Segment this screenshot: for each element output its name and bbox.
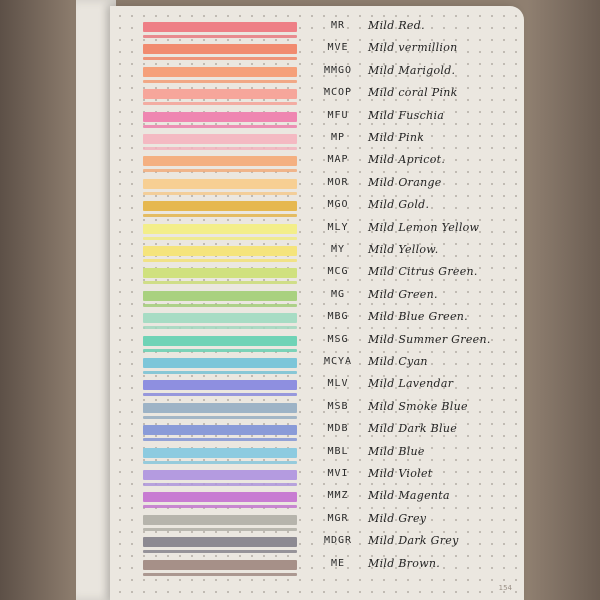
color-underline (143, 528, 297, 531)
color-code: MR (330, 20, 346, 31)
color-underline (143, 192, 297, 195)
swatch-row (110, 152, 524, 174)
color-name: Mild Magenta (368, 489, 450, 503)
color-swatch (143, 89, 297, 99)
color-code: MSG (327, 333, 349, 345)
color-underline (143, 125, 297, 128)
color-underline (143, 550, 297, 553)
color-name: Mild Lemon Yellow (368, 220, 480, 234)
color-swatch (143, 336, 297, 346)
color-underline (143, 259, 297, 262)
color-code: MVI (327, 468, 349, 479)
color-underline (143, 438, 297, 441)
swatch-row (110, 556, 524, 578)
color-swatch (143, 403, 297, 413)
color-underline (143, 169, 297, 172)
color-code: MMZ (327, 490, 349, 502)
swatch-row (110, 354, 524, 376)
color-name: Mild Citrus Green. (368, 265, 478, 279)
color-underline (143, 416, 297, 419)
color-underline (143, 237, 297, 240)
color-name: Mild Apricot. (368, 153, 446, 167)
color-underline (143, 505, 297, 508)
color-code: MDB (327, 423, 349, 435)
color-swatch (143, 44, 297, 54)
color-name: Mild Violet (368, 467, 433, 480)
color-swatch (143, 224, 297, 234)
color-underline (143, 461, 297, 464)
color-name: Mild Dark Grey (368, 534, 459, 548)
color-swatch (143, 134, 297, 144)
color-swatch (143, 201, 297, 211)
color-swatch (143, 156, 297, 166)
color-swatch (143, 291, 297, 301)
color-underline (143, 483, 297, 486)
color-swatch (143, 67, 297, 77)
swatch-row (110, 108, 524, 130)
color-name: Mild coral Pink (368, 86, 458, 100)
color-code: MMGO (323, 64, 353, 76)
color-name: Mild Orange (368, 175, 442, 189)
color-swatch (143, 112, 297, 122)
notebook-page (110, 6, 524, 600)
color-underline (143, 35, 297, 38)
color-swatch (143, 470, 297, 480)
color-swatch (143, 246, 297, 256)
swatch-row (110, 287, 524, 309)
color-underline (143, 80, 297, 83)
color-code: MP (330, 132, 346, 143)
swatch-row (110, 18, 524, 40)
color-underline (143, 102, 297, 105)
color-code: MCOP (323, 87, 353, 99)
color-swatch (143, 448, 297, 458)
color-name: Mild Summer Green. (368, 332, 491, 346)
color-underline (143, 326, 297, 329)
color-underline (143, 57, 297, 60)
color-code: MVE (327, 42, 349, 54)
color-underline (143, 214, 297, 217)
color-swatch (143, 537, 297, 547)
color-underline (143, 349, 297, 352)
color-name: Mild Blue Green. (368, 310, 468, 324)
color-name: Mild Green. (368, 287, 438, 301)
color-swatch (143, 560, 297, 570)
swatch-row (110, 63, 524, 85)
color-name: Mild vermillion (368, 41, 458, 55)
color-code: MGO (327, 199, 349, 211)
color-swatch (143, 358, 297, 368)
color-name: Mild Blue (368, 444, 425, 458)
swatch-row (110, 533, 524, 555)
color-underline (143, 573, 297, 576)
color-swatch (143, 425, 297, 435)
swatch-row (110, 376, 524, 398)
color-swatch (143, 179, 297, 189)
swatch-row (110, 511, 524, 533)
color-code: MG (330, 288, 346, 300)
color-name: Mild Pink (368, 131, 425, 144)
color-name: Mild Red. (368, 19, 425, 32)
color-underline (143, 371, 297, 374)
color-swatch (143, 313, 297, 323)
color-name: Mild Dark Blue (368, 422, 458, 436)
swatch-row (110, 309, 524, 331)
swatch-row (110, 40, 524, 62)
color-code: MLV (327, 378, 349, 390)
color-underline (143, 147, 297, 150)
color-name: Mild Cyan (368, 355, 428, 368)
color-code: MAP (327, 154, 349, 166)
swatch-row (110, 421, 524, 443)
color-swatch (143, 492, 297, 502)
swatch-row (110, 399, 524, 421)
color-code: MLY (327, 221, 349, 233)
swatch-list (110, 6, 524, 600)
color-name: Mild Yellow. (368, 243, 439, 256)
color-code: MBL (327, 445, 349, 457)
color-swatch (143, 380, 297, 390)
swatch-row (110, 242, 524, 264)
color-underline (143, 304, 297, 307)
color-code: MCYA (323, 356, 353, 367)
swatch-row (110, 85, 524, 107)
color-name: Mild Fuschia (368, 108, 445, 122)
swatch-row (110, 332, 524, 354)
color-code: MY (330, 244, 346, 255)
swatch-row (110, 466, 524, 488)
swatch-row (110, 444, 524, 466)
color-code: MOR (327, 176, 349, 188)
swatch-row (110, 175, 524, 197)
color-swatch (143, 268, 297, 278)
color-name: Mild Marigold. (368, 63, 456, 77)
color-code: MFU (327, 109, 349, 121)
swatch-row (110, 220, 524, 242)
color-name: Mild Gold. (368, 198, 430, 212)
color-code: MSB (327, 400, 349, 412)
color-name: Mild Lavendar (368, 377, 454, 391)
color-code: MDGR (323, 535, 353, 547)
color-name: Mild Grey (368, 511, 427, 525)
page-number: 154 (498, 584, 512, 592)
color-code: MBG (327, 311, 349, 323)
swatch-row (110, 130, 524, 152)
color-code: MGR (327, 512, 349, 524)
color-name: Mild Smoke Blue (368, 399, 468, 413)
swatch-row (110, 488, 524, 510)
color-code: MCG (327, 266, 349, 278)
swatch-row (110, 197, 524, 219)
color-code: ME (330, 557, 346, 569)
color-name: Mild Brown. (368, 556, 441, 570)
color-underline (143, 281, 297, 284)
color-swatch (143, 515, 297, 525)
color-underline (143, 393, 297, 396)
color-swatch (143, 22, 297, 32)
swatch-row (110, 264, 524, 286)
